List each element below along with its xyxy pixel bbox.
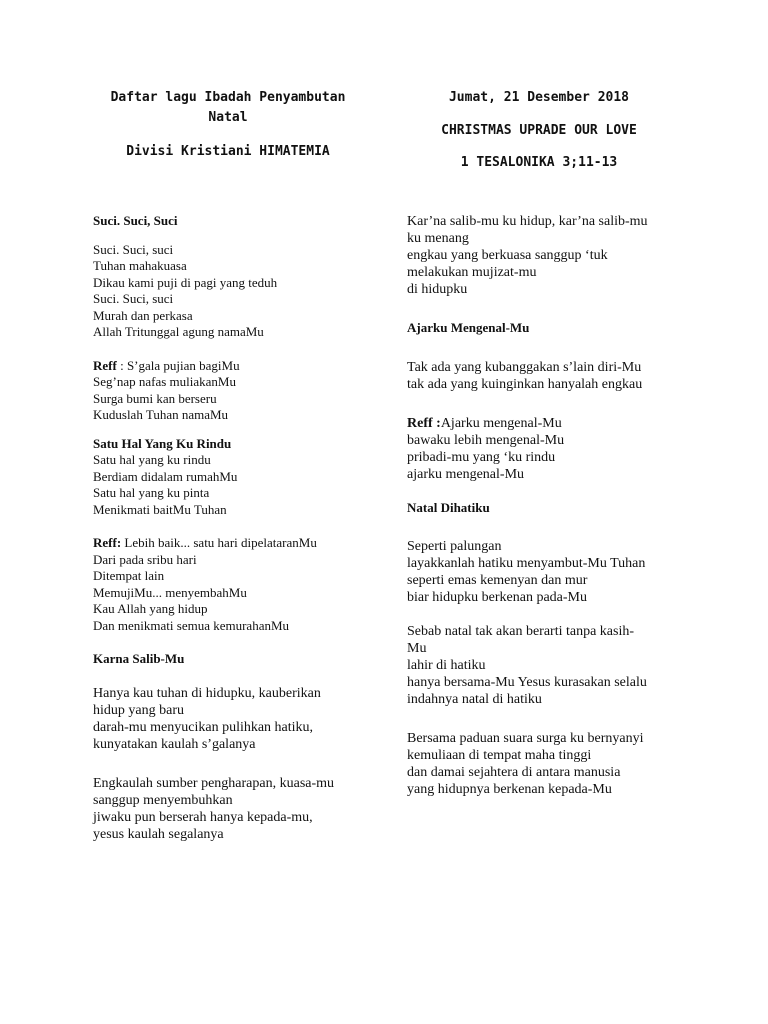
lyric-line: biar hidupku berkenan pada-Mu — [407, 590, 587, 605]
song-reff — [407, 415, 697, 483]
lyric-line: seperti emas kemenyan dan mur — [407, 573, 588, 588]
theme-text: CHRISTMAS UPRADE OUR LOVE — [441, 123, 637, 138]
lyric-line: ku menang — [407, 231, 469, 246]
lyric-line: yang hidupnya berkenan kepada-Mu — [407, 782, 612, 797]
song-karna-salib-continued — [407, 213, 697, 298]
lyric-line: Suci. Suci, suci — [93, 241, 174, 257]
song-title: Suci. Suci, Suci — [93, 213, 178, 228]
song-verse — [93, 775, 373, 843]
lyric-line: dan damai sejahtera di antara manusia — [407, 765, 621, 780]
right-column — [407, 213, 697, 798]
lyric-line: darah-mu menyucikan pulihkan hatiku, — [93, 719, 314, 735]
lyric-line: Suci. Suci, suci — [93, 291, 174, 306]
lyric-line: Dan menikmati semua kemurahanMu — [93, 617, 290, 633]
lyric-line: Seg’nap nafas muliakanMu — [93, 374, 236, 389]
song-verse — [93, 242, 373, 341]
song-suci — [93, 213, 373, 424]
doc-title-line1: Daftar lagu Ibadah Penyambutan — [110, 90, 346, 105]
lyric-line: Allah Tritunggal agung namaMu — [93, 324, 264, 339]
song-reff — [93, 535, 373, 634]
lyric-line: Dari pada sribu hari — [93, 551, 197, 567]
reff-label: Reff : — [407, 415, 441, 431]
reff-label: Reff: — [93, 535, 122, 550]
lyric-line: Satu hal yang ku pinta — [93, 485, 210, 500]
doc-division — [88, 142, 368, 162]
song-reff — [93, 358, 373, 424]
division-text: Divisi Kristiani HIMATEMIA — [126, 144, 330, 159]
scripture-text: 1 TESALONIKA 3;11-13 — [460, 155, 618, 170]
lyric-line: Kuduslah Tuhan namaMu — [93, 407, 229, 422]
reff-text: Lebih baik... satu hari dipelataranMu — [121, 535, 317, 550]
song-verse — [407, 730, 697, 798]
lyric-line: Kar’na salib-mu ku hidup, kar’na salib-mu — [407, 214, 648, 229]
lyric-line: di hidupku — [407, 282, 468, 297]
doc-theme — [400, 121, 678, 141]
song-karna-salib — [93, 651, 373, 843]
doc-date — [400, 88, 678, 108]
doc-title — [88, 88, 368, 128]
reff-line — [407, 415, 697, 432]
doc-scripture — [400, 153, 678, 173]
lyric-line: Tak ada yang kubanggakan s’lain diri-Mu — [407, 359, 642, 375]
lyric-line: Satu hal yang ku rindu — [93, 452, 211, 467]
lyric-line: Menikmati baitMu Tuhan — [93, 501, 227, 517]
song-ajarku — [407, 320, 697, 483]
song-verse — [93, 685, 373, 753]
song-verse — [407, 538, 697, 606]
song-natal-dihatiku — [407, 500, 697, 799]
lyric-line: Bersama paduan suara surga ku bernyanyi — [407, 731, 644, 746]
reff-line — [93, 535, 373, 552]
reff-line — [93, 358, 373, 375]
song-satu-hal — [93, 436, 373, 635]
song-title: Karna Salib-Mu — [93, 651, 185, 666]
song-verse — [93, 452, 373, 518]
lyric-line: hanya bersama-Mu Yesus kurasakan selalu — [407, 675, 647, 690]
lyric-line: Hanya kau tuhan di hidupku, kauberikan — [93, 685, 321, 701]
lyric-line: Murah dan perkasa — [93, 307, 193, 323]
song-title: Ajarku Mengenal-Mu — [407, 320, 530, 335]
reff-text: Ajarku mengenal-Mu — [440, 415, 562, 431]
doc-title-line2: Natal — [208, 110, 248, 125]
lyric-line: bawaku lebih mengenal-Mu — [407, 432, 565, 448]
lyric-line: Kau Allah yang hidup — [93, 601, 208, 616]
lyric-line: ajarku mengenal-Mu — [407, 466, 525, 482]
lyric-line: tak ada yang kuinginkan hanyalah engkau — [407, 376, 643, 392]
date-text: Jumat, 21 Desember 2018 — [448, 90, 629, 105]
lyric-line: Seperti palungan — [407, 539, 502, 554]
lyric-line: melakukan mujizat-mu — [407, 265, 537, 280]
lyric-line: lahir di hatiku — [407, 658, 486, 673]
reff-text: : S’gala pujian bagiMu — [116, 357, 240, 373]
lyric-line: pribadi-mu yang ‘ku rindu — [407, 449, 556, 465]
lyric-line: kunyatakan kaulah s’galanya — [93, 736, 256, 752]
lyric-line: Berdiam didalam rumahMu — [93, 468, 238, 484]
lyric-line: hidup yang baru — [93, 702, 184, 718]
lyric-line: MemujiMu... menyembahMu — [93, 584, 247, 600]
lyric-line: Engkaulah sumber pengharapan, kuasa-mu — [93, 775, 335, 791]
lyric-line: indahnya natal di hatiku — [407, 692, 542, 707]
lyric-line: engkau yang berkuasa sanggup ‘tuk — [407, 248, 608, 263]
lyric-line: Dikau kami puji di pagi yang teduh — [93, 274, 278, 290]
lyric-line: sanggup menyembuhkan — [93, 792, 233, 808]
lyric-line: Sebab natal tak akan berarti tanpa kasih- — [407, 624, 635, 639]
lyric-line: yesus kaulah segalanya — [93, 826, 224, 842]
lyric-line: Tuhan mahakuasa — [93, 258, 187, 273]
lyric-line: Ditempat lain — [93, 568, 165, 583]
song-verse — [407, 623, 697, 708]
lyric-line: layakkanlah hatiku menyambut-Mu Tuhan — [407, 556, 646, 571]
reff-label: Reff — [93, 357, 117, 373]
lyric-line: kemuliaan di tempat maha tinggi — [407, 748, 592, 763]
lyric-line: Surga bumi kan berseru — [93, 390, 217, 406]
lyric-line: jiwaku pun berserah hanya kepada-mu, — [93, 809, 313, 825]
song-verse — [407, 359, 697, 393]
song-title: Natal Dihatiku — [407, 499, 490, 515]
lyric-line: Mu — [407, 641, 427, 656]
left-column — [93, 213, 373, 843]
song-title: Satu Hal Yang Ku Rindu — [93, 435, 232, 451]
